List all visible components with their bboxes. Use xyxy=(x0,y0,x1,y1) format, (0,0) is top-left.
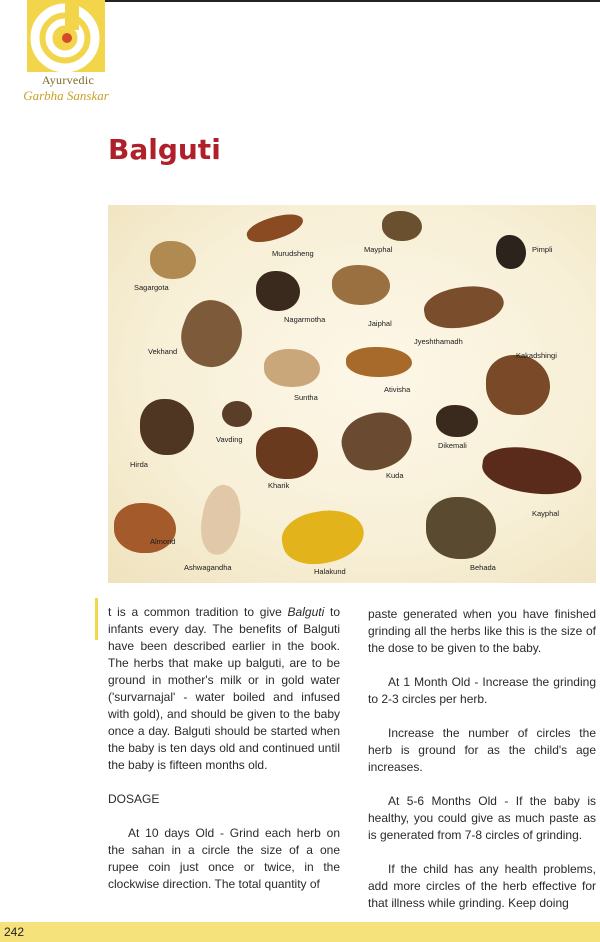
herb-label: Kharik xyxy=(268,481,290,490)
logo xyxy=(27,0,105,72)
herb-label: Pimpli xyxy=(532,245,553,254)
brand-line-2: Garbha Sanskar xyxy=(23,88,109,103)
herb-label: Suntha xyxy=(294,393,318,402)
herb-label: Sagargota xyxy=(134,283,169,292)
herb-label: Jyeshthamadh xyxy=(414,337,463,346)
spiral-logo-icon xyxy=(27,0,105,72)
herb-label: Kuda xyxy=(386,471,404,480)
dosage-heading: DOSAGE xyxy=(108,792,160,806)
herb-label: Mayphal xyxy=(364,245,393,254)
herb-label: Dikemali xyxy=(438,441,467,450)
text-column-right xyxy=(368,606,596,912)
intro-paragraph: t is a common tradition to give Balguti to infants every day. The benefits of Balguti have been described earlier in the book. The herbs that make up balguti, are to be ground in mother's milk or in gold water ('survarnajal' - water boiled and infused with gold), and should be given to the baby once a day. Balguti should be started when the baby is ten days old and continued until the baby is fifteen months old. xyxy=(108,605,340,772)
herb-label: Nagarmotha xyxy=(284,315,326,324)
herb-label: Vekhand xyxy=(148,347,178,356)
page-number: 242 xyxy=(4,925,25,939)
herb-label: Hirda xyxy=(130,460,148,469)
page-title: Balguti xyxy=(108,133,221,166)
paragraph: At 1 Month Old - Increase the grinding to 2-3 circles per herb. xyxy=(368,675,596,706)
herb-label: Kayphal xyxy=(532,509,560,518)
footer-bar xyxy=(0,922,600,942)
brand-line-1: Ayurvedic xyxy=(41,73,95,87)
herb-label: Halakund xyxy=(314,567,346,576)
herb-label: Murudsheng xyxy=(272,249,314,258)
herb-label: Ativisha xyxy=(384,385,411,394)
herb-label: Jaiphal xyxy=(368,319,392,328)
herb-label: Vavding xyxy=(216,435,243,444)
header-rule xyxy=(105,0,600,2)
paragraph-marker xyxy=(95,598,98,640)
paragraph: Increase the number of circles the herb is ground for as the child's age increases. xyxy=(368,726,596,774)
herbs-photo xyxy=(108,205,596,583)
text-column-left xyxy=(108,604,340,893)
paragraph: If the child has any health problems, add more circles of the herb effective for that illness while grinding. Keep doing xyxy=(368,862,596,910)
herb-label: Almond xyxy=(150,537,176,546)
paragraph: paste generated when you have finished grinding all the herbs like this is the size of the dose to be given to the baby. xyxy=(368,607,596,655)
herb-label: Ashwagandha xyxy=(184,563,232,572)
herb-label: Kakadshingi xyxy=(516,351,557,360)
herb-label: Behada xyxy=(470,563,496,572)
paragraph: At 5-6 Months Old - If the baby is healthy, you could give as much paste as is generated from 7-8 circles of grinding. xyxy=(368,794,596,842)
paragraph: At 10 days Old - Grind each herb on the sahan in a circle the size of a one rupee coin just once or twice, in the clockwise direction. The total quantity of xyxy=(108,826,340,891)
